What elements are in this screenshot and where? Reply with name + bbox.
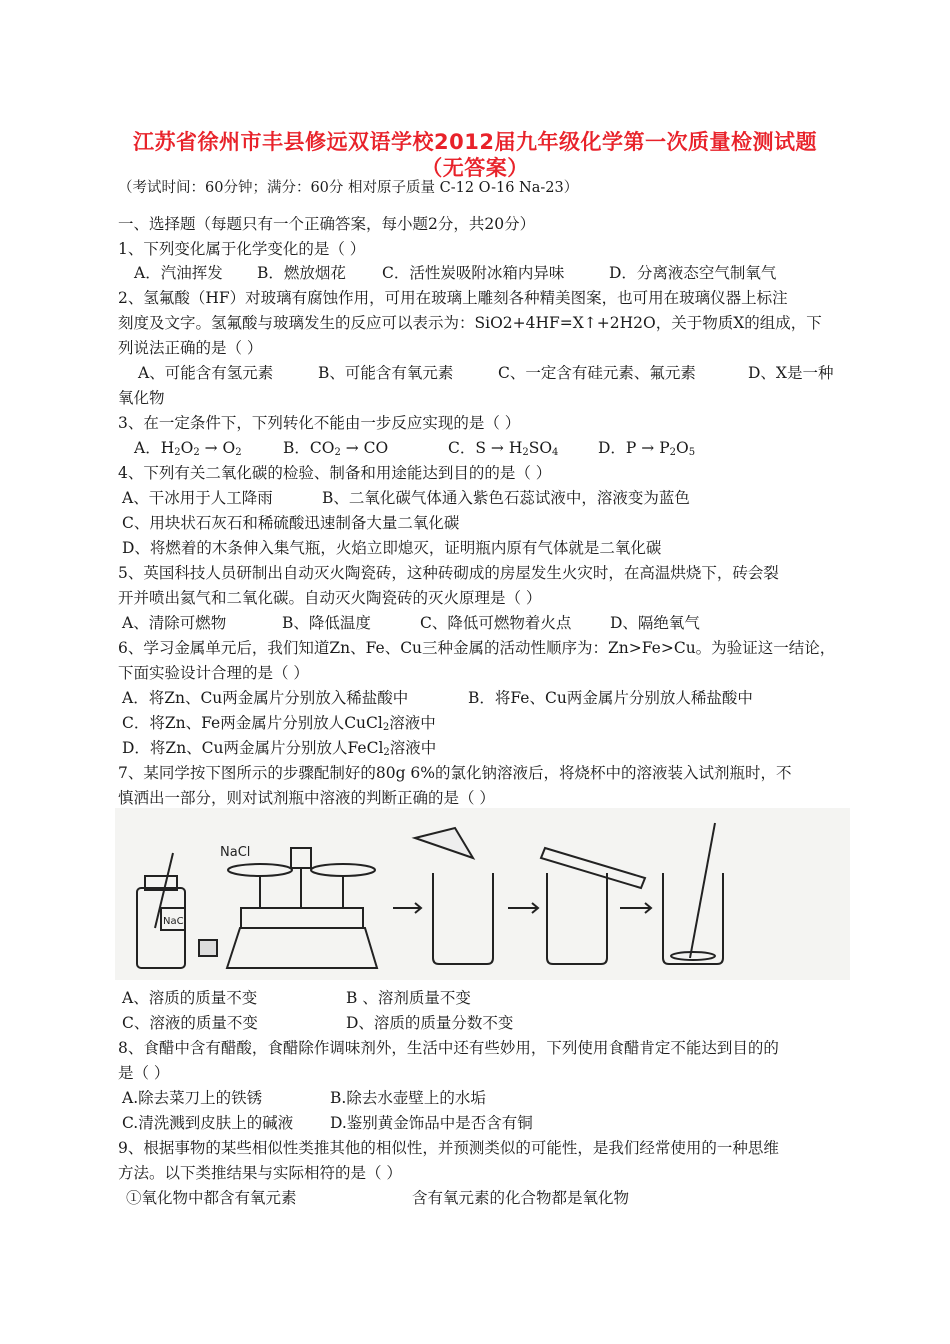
- q2-option-c: C、一定含有硅元素、氟元素: [498, 364, 696, 382]
- q4-stem: 4、下列有关二氧化碳的检验、制备和用途能达到目的的是（ ）: [118, 464, 552, 482]
- q7-option-c: C、溶液的质量不变: [122, 1014, 258, 1032]
- measuring-cylinder-icon: [541, 848, 645, 888]
- q9-stem-line1: 9、根据事物的某些相似性类推其他的相似性，并预测类似的可能性，是我们经常使用的一种思维: [118, 1139, 779, 1157]
- q1-option-b: B．燃放烟花: [257, 264, 346, 282]
- q4-option-a: A、干冰用于人工降雨: [122, 489, 273, 507]
- figure-label-nacl-bottle: NaCl: [163, 916, 187, 927]
- section-heading: 一、选择题（每题只有一个正确答案，每小题2分，共20分）: [118, 215, 536, 233]
- q9-item1-left: ①氧化物中都含有氧元素: [126, 1189, 297, 1207]
- balance-icon: [227, 848, 377, 968]
- q7-option-d: D、溶质的质量分数不变: [346, 1014, 514, 1032]
- q8-option-a: A.除去菜刀上的铁锈: [122, 1089, 263, 1107]
- q2-option-d: D、X是一种: [748, 364, 834, 382]
- q8-option-c: C.清洗溅到皮肤上的碱液: [122, 1114, 294, 1132]
- q5-option-a: A、清除可燃物: [122, 614, 227, 632]
- q3-option-b: B．$CO_2$ → CO: [283, 439, 389, 458]
- exam-subtitle: （无答案）: [421, 156, 529, 180]
- q2-stem-line2: 刻度及文字。氢氟酸与玻璃发生的反应可以表示为：SiO2+4HF=X↑+2H2O，关于物质X的组成，下: [118, 314, 822, 332]
- q5-option-c: C、降低可燃物着火点: [420, 614, 572, 632]
- q1-option-d: D．分离液态空气制氧气: [609, 264, 777, 282]
- solution-preparation-figure: [115, 808, 850, 980]
- q4-option-d: D、将燃着的木条伸入集气瓶，火焰立即熄灭，证明瓶内原有气体就是二氧化碳: [122, 539, 662, 557]
- q1-option-c: C．活性炭吸附冰箱内异味: [382, 264, 565, 282]
- q5-option-d: D、隔绝氧气: [610, 614, 700, 632]
- q5-option-b: B、降低温度: [282, 614, 371, 632]
- q6-stem-line2: 下面实验设计合理的是（ ）: [118, 664, 309, 682]
- q3-option-d: D．$P \to P_2O_5$: [598, 439, 696, 458]
- q6-option-c: C．将Zn、Fe两金属片分别放人CuCl$_2$溶液中: [122, 714, 436, 733]
- beaker-icon: [547, 873, 607, 964]
- q5-stem-line1: 5、英国科技人员研制出自动灭火陶瓷砖，这种砖砌成的房屋发生火灾时，在高温烘烧下，砖会裂: [118, 564, 779, 582]
- q7-stem-line1: 7、某同学按下图所示的步骤配制好的80g 6%的氯化钠溶液后，将烧杯中的溶液装入试剂瓶时，不: [118, 764, 792, 782]
- q7-stem-line2: 慎洒出一部分，则对试剂瓶中溶液的判断正确的是（ ）: [118, 789, 495, 807]
- q3-stem: 3、在一定条件下，下列转化不能由一步反应实现的是（ ）: [118, 414, 521, 432]
- q8-option-b: B.除去水壶壁上的水垢: [330, 1089, 486, 1107]
- q2-stem-line1: 2、氢氟酸（HF）对玻璃有腐蚀作用，可用在玻璃上雕刻各种精美图案，也可用在玻璃仪器上标注: [118, 289, 788, 307]
- q6-option-b: B．将Fe、Cu两金属片分别放人稀盐酸中: [468, 689, 753, 707]
- q2-option-a: A、可能含有氢元素: [138, 364, 274, 382]
- q7-option-b: B 、溶剂质量不变: [346, 989, 471, 1007]
- q2-stem-line3: 列说法正确的是（ ）: [118, 339, 263, 357]
- exam-info: （考试时间：60分钟；满分：60分 相对原子质量 C-12 O-16 Na-23）: [118, 180, 579, 196]
- q8-stem-line2: 是（ ）: [118, 1064, 170, 1082]
- q8-option-d: D.鉴别黄金饰品中是否含有铜: [330, 1114, 533, 1132]
- q5-stem-line2: 开并喷出氦气和二氧化碳。自动灭火陶瓷砖的灭火原理是（ ）: [118, 589, 542, 607]
- q6-option-a: A．将Zn、Cu两金属片分别放入稀盐酸中: [122, 689, 409, 707]
- q1-option-a: A．汽油挥发: [134, 264, 223, 282]
- q9-item1-right: 含有氧元素的化合物都是氧化物: [412, 1189, 630, 1207]
- q6-option-d: D．将Zn、Cu两金属片分别放人FeCl$_2$溶液中: [122, 739, 437, 758]
- q8-stem-line1: 8、食醋中含有醋酸，食醋除作调味剂外，生活中还有些妙用，下列使用食醋肯定不能达到目的的: [118, 1039, 779, 1057]
- q1-stem: 1、下列变化属于化学变化的是（ ）: [118, 240, 366, 258]
- q3-option-a: A．$H_2O_2 \to O_2$: [134, 439, 242, 458]
- figure-label-nacl-top: NaCl: [220, 845, 251, 860]
- q6-stem-line1: 6、学习金属单元后，我们知道Zn、Fe、Cu三种金属的活动性顺序为：Zn>Fe>Cu。为验证这一结论，: [118, 639, 836, 657]
- beaker-icon: [415, 828, 493, 964]
- q2-option-b: B、可能含有氧元素: [318, 364, 454, 382]
- lab-steps-illustration: [115, 808, 850, 980]
- q4-option-b: B、二氧化碳气体通入紫色石蕊试液中，溶液变为蓝色: [322, 489, 690, 507]
- q4-option-c: C、用块状石灰石和稀硫酸迅速制备大量二氧化碳: [122, 514, 460, 532]
- exam-title: 江苏省徐州市丰县修远双语学校2012届九年级化学第一次质量检测试题: [133, 130, 817, 154]
- q9-stem-line2: 方法。以下类推结果与实际相符的是（ ）: [118, 1164, 402, 1182]
- q7-option-a: A、溶质的质量不变: [122, 989, 258, 1007]
- q2-option-d-cont: 氧化物: [118, 389, 165, 407]
- beaker-with-stirring-rod-icon: [663, 823, 723, 964]
- q3-option-c: C．$S \to H_2SO_4$: [448, 439, 559, 458]
